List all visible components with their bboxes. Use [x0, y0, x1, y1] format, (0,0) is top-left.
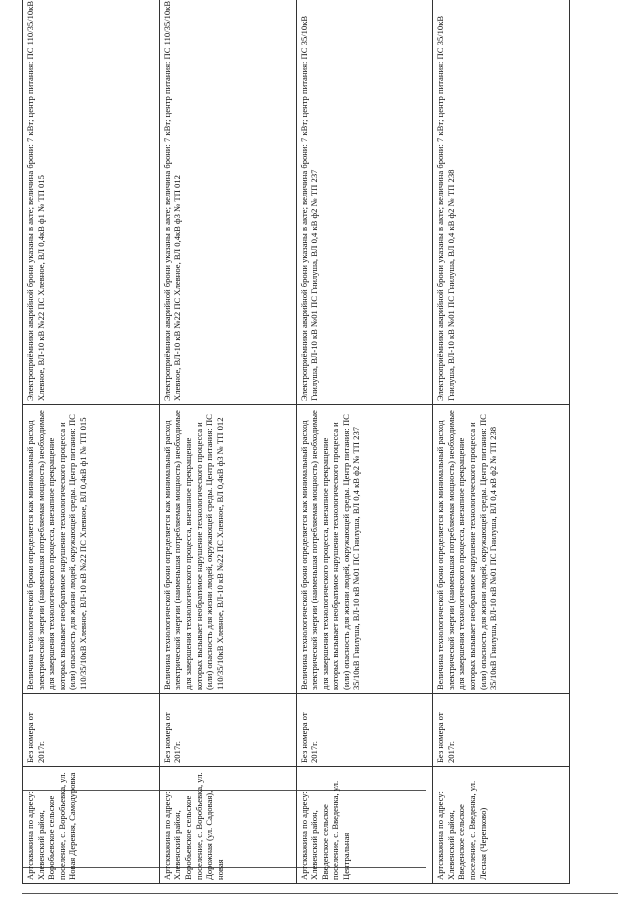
emergency-reserve-cell: Электроприёмники аварийной брони указаны в акте; величина брони: 7 кВт; центр питания: ПС 35/10кВ Гнилуша, ВЛ-10 кВ №01 ПС Гнилуша, ВЛ 0,4 кВ ф2 № ТП 238 — [433, 0, 570, 405]
rotated-table-wrapper — [22, 0, 570, 884]
table-row — [296, 0, 433, 884]
emergency-reserve-cell: Электроприёмники аварийной брони указаны в акте; величина брони: 7 кВт; центр питания: ПС 110/35/10кВ Хлевное, ВЛ-10 кВ №22 ПС Хлевное, ВЛ 0,4кВ ф3 № ТП 012 — [159, 0, 296, 405]
table-row — [433, 0, 570, 884]
act-cell: Без номера от 2017г. — [433, 694, 570, 767]
technological-reserve-cell: Величина технологической брони определяется как минимальный расход электрической энергии (наименьшая потребляемая мощность) необходимые для завершения технологического процесса, внезапное прекращение которых вызывает необратимое нарушение технологического процесса и (или) опасность для жизни людей, окружающей среды. Центр питания: ПС 110/35/10кВ Хлевное, ВЛ-10 кВ №22 ПС Хлевное, ВЛ 0,4кВ ф1 № ТП 015 — [23, 405, 160, 694]
act-cell: Без номера от 2017г. — [296, 694, 433, 767]
emergency-reserve-cell: Электроприёмники аварийной брони указаны в акте; величина брони: 7 кВт; центр питания: ПС 110/35/10кВ Хлевное, ВЛ-10 кВ №22 ПС Хлевное, ВЛ 0,4кВ ф1 № ТП 015 — [23, 0, 160, 405]
act-cell: Без номера от 2017г. — [159, 694, 296, 767]
technological-reserve-cell: Величина технологической брони определяется как минимальный расход электрической энергии (наименьшая потребляемая мощность) необходимые для завершения технологического процесса, внезапное прекращение которых вызывает необратимое нарушение технологического процесса и (или) опасность для жизни людей, окружающей среды. Центр питания: ПС 35/10кВ Гнилуша, ВЛ-10 кВ №01 ПС Гнилуша, ВЛ 0,4 кВ ф2 № ТП 238 — [433, 405, 570, 694]
table-row — [159, 0, 296, 884]
technological-reserve-cell: Величина технологической брони определяется как минимальный расход электрической энергии (наименьшая потребляемая мощность) необходимые для завершения технологического процесса, внезапное прекращение которых вызывает необратимое нарушение технологического процесса и (или) опасность для жизни людей, окружающей среды. Центр питания: ПС 35/10кВ Гнилуша, ВЛ-10 кВ №01 ПС Гнилуша, ВЛ 0,4 кВ ф2 № ТП 237 — [296, 405, 433, 694]
reserve-table — [22, 0, 570, 884]
address-cell: Артскважина по адресу: Хлевенский район, Введенское сельское поселение, с. Введенка, ул. Центральная — [296, 767, 433, 884]
blank-rule-3 — [22, 893, 618, 894]
technological-reserve-cell: Величина технологической брони определяется как минимальный расход электрической энергии (наименьшая потребляемая мощность) необходимые для завершения технологического процесса, внезапное прекращение которых вызывает необратимое нарушение технологического процесса и (или) опасность для жизни людей, окружающей среды. Центр питания: ПС 110/35/10кВ Хлевное, ВЛ-10 кВ №22 ПС Хлевное, ВЛ 0,4кВ ф3 № ТП 012 — [159, 405, 296, 694]
address-cell: Артскважина по адресу: Хлевенский район, Воробьевское сельское поселение, с. Воробьевка, ул. Дорожная (ул. Садовая), новая — [159, 767, 296, 884]
emergency-reserve-cell: Электроприёмники аварийной брони указаны в акте; величина брони: 7 кВт; центр питания: ПС 35/10кВ Гнилуша, ВЛ-10 кВ №01 ПС Гнилуша, ВЛ 0,4 кВ ф2 № ТП 237 — [296, 0, 433, 405]
address-cell: Артскважина по адресу: Хлевенский район, Введенское сельское поселение, с. Введенка, ул. Лесная (Черепково) — [433, 767, 570, 884]
act-cell: Без номера от 2017г. — [23, 694, 160, 767]
address-cell: Артскважина по адресу: Хлевенский район, Воробьевское сельское поселение, с. Воробьевка, ул. Новая Деревня, Самодуровка — [23, 767, 160, 884]
table-row — [23, 0, 160, 884]
